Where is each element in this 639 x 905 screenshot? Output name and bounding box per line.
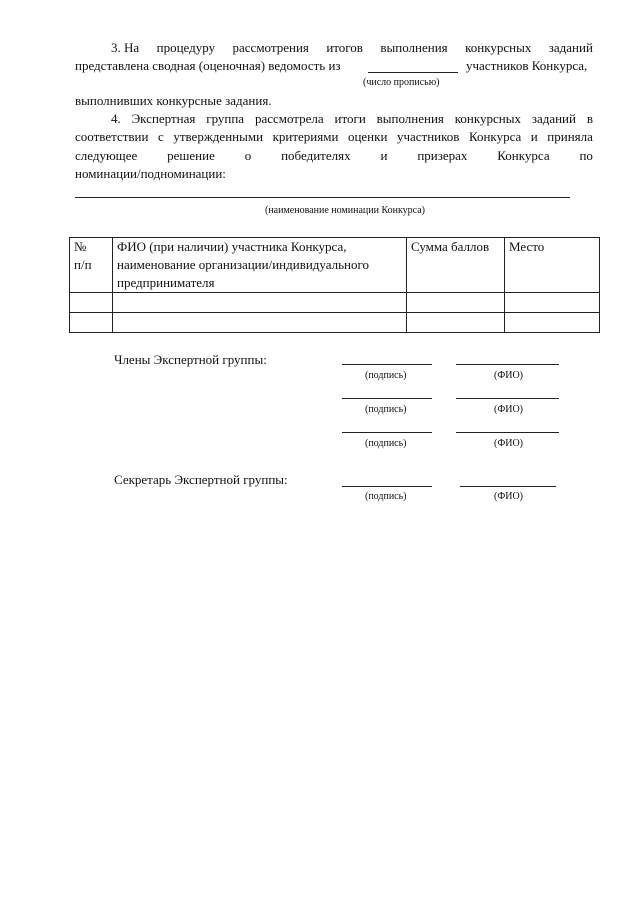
signature-line xyxy=(342,486,432,487)
name-caption: (ФИО) xyxy=(494,404,524,415)
name-caption: (ФИО) xyxy=(494,438,524,449)
p4-word: Экспертная xyxy=(131,111,196,126)
count-blank-line xyxy=(368,72,458,73)
p4-word: критериями xyxy=(272,129,339,144)
p4-word: 4. xyxy=(111,111,121,126)
cell-participant xyxy=(113,293,407,313)
name-caption: (ФИО) xyxy=(494,491,524,502)
cell-participant xyxy=(113,313,407,333)
cell-number xyxy=(70,313,113,333)
p4-line3 xyxy=(75,148,593,164)
cell-place xyxy=(505,293,600,313)
p4-word: утвержденными xyxy=(173,129,264,144)
signature-line xyxy=(342,398,432,399)
nomination-blank-line xyxy=(75,197,570,198)
signature-caption: (подпись) xyxy=(365,404,407,415)
p4-word: в xyxy=(586,111,593,126)
p4-word: о xyxy=(244,148,252,163)
header-place: Место xyxy=(505,238,600,293)
name-line xyxy=(456,398,559,399)
p3-line2-left: представлена сводная (оценочная) ведомость из xyxy=(75,58,341,73)
p4-word: Конкурса xyxy=(468,129,522,144)
nomination-caption: (наименование номинации Конкурса) xyxy=(265,205,426,216)
p4-word: участников xyxy=(396,129,460,144)
p4-word: и xyxy=(380,148,388,163)
name-line xyxy=(460,486,556,487)
signature-caption: (подпись) xyxy=(365,438,407,449)
secretary-label: Секретарь Экспертной группы: xyxy=(114,472,288,487)
p4-word: группа xyxy=(206,111,245,126)
p4-word: решение xyxy=(167,148,215,163)
p3-word: рассмотрения xyxy=(232,40,309,55)
p4-word: и xyxy=(530,129,538,144)
results-table xyxy=(69,237,600,333)
p3-line1 xyxy=(75,40,593,56)
p3-word: конкурсных xyxy=(465,40,532,55)
name-line xyxy=(456,364,559,365)
header-score: Сумма баллов xyxy=(407,238,505,293)
p4-word: по xyxy=(579,148,593,163)
p4-word: приняла xyxy=(547,129,593,144)
table-header-row xyxy=(70,238,600,293)
name-caption: (ФИО) xyxy=(494,370,524,381)
cell-number xyxy=(70,293,113,313)
p4-line4: номинации/подноминации: xyxy=(75,166,226,181)
header-participant: ФИО (при наличии) участника Конкурса, наименование организации/индивидуального предпринимателя xyxy=(113,238,407,293)
cell-score xyxy=(407,313,505,333)
table-row xyxy=(70,313,600,333)
p3-word: процедуру xyxy=(156,40,216,55)
members-label: Члены Экспертной группы: xyxy=(114,352,267,367)
name-line xyxy=(456,432,559,433)
table-row xyxy=(70,293,600,313)
p4-line2 xyxy=(75,129,593,145)
p3-word: выполнения xyxy=(380,40,448,55)
p4-word: победителях xyxy=(281,148,351,163)
header-number-line1: № xyxy=(74,239,87,254)
p4-word: призерах xyxy=(417,148,468,163)
p3-line2-right: участников Конкурса, xyxy=(466,58,588,73)
cell-score xyxy=(407,293,505,313)
header-number xyxy=(70,238,113,293)
signature-line xyxy=(342,432,432,433)
header-number-line2: п/п xyxy=(74,257,92,272)
p3-word: итогов xyxy=(326,40,363,55)
signature-line xyxy=(342,364,432,365)
p4-word: оценки xyxy=(347,129,388,144)
cell-place xyxy=(505,313,600,333)
p4-word: итоги xyxy=(334,111,366,126)
p4-word: с xyxy=(158,129,164,144)
p3-line3: выполнивших конкурсные задания. xyxy=(75,93,272,108)
p4-word: заданий xyxy=(531,111,576,126)
signature-caption: (подпись) xyxy=(365,370,407,381)
signature-caption: (подпись) xyxy=(365,491,407,502)
p4-word: конкурсных xyxy=(454,111,521,126)
p4-word: следующее xyxy=(75,148,138,163)
count-caption: (число прописью) xyxy=(363,77,440,88)
p4-word: Конкурса xyxy=(497,148,550,163)
p4-word: выполнения xyxy=(376,111,444,126)
p3-word: 3. На xyxy=(111,40,140,55)
p4-word: соответствии xyxy=(75,129,149,144)
p3-word: заданий xyxy=(548,40,593,55)
p4-line1 xyxy=(75,111,593,127)
p4-word: рассмотрела xyxy=(254,111,324,126)
